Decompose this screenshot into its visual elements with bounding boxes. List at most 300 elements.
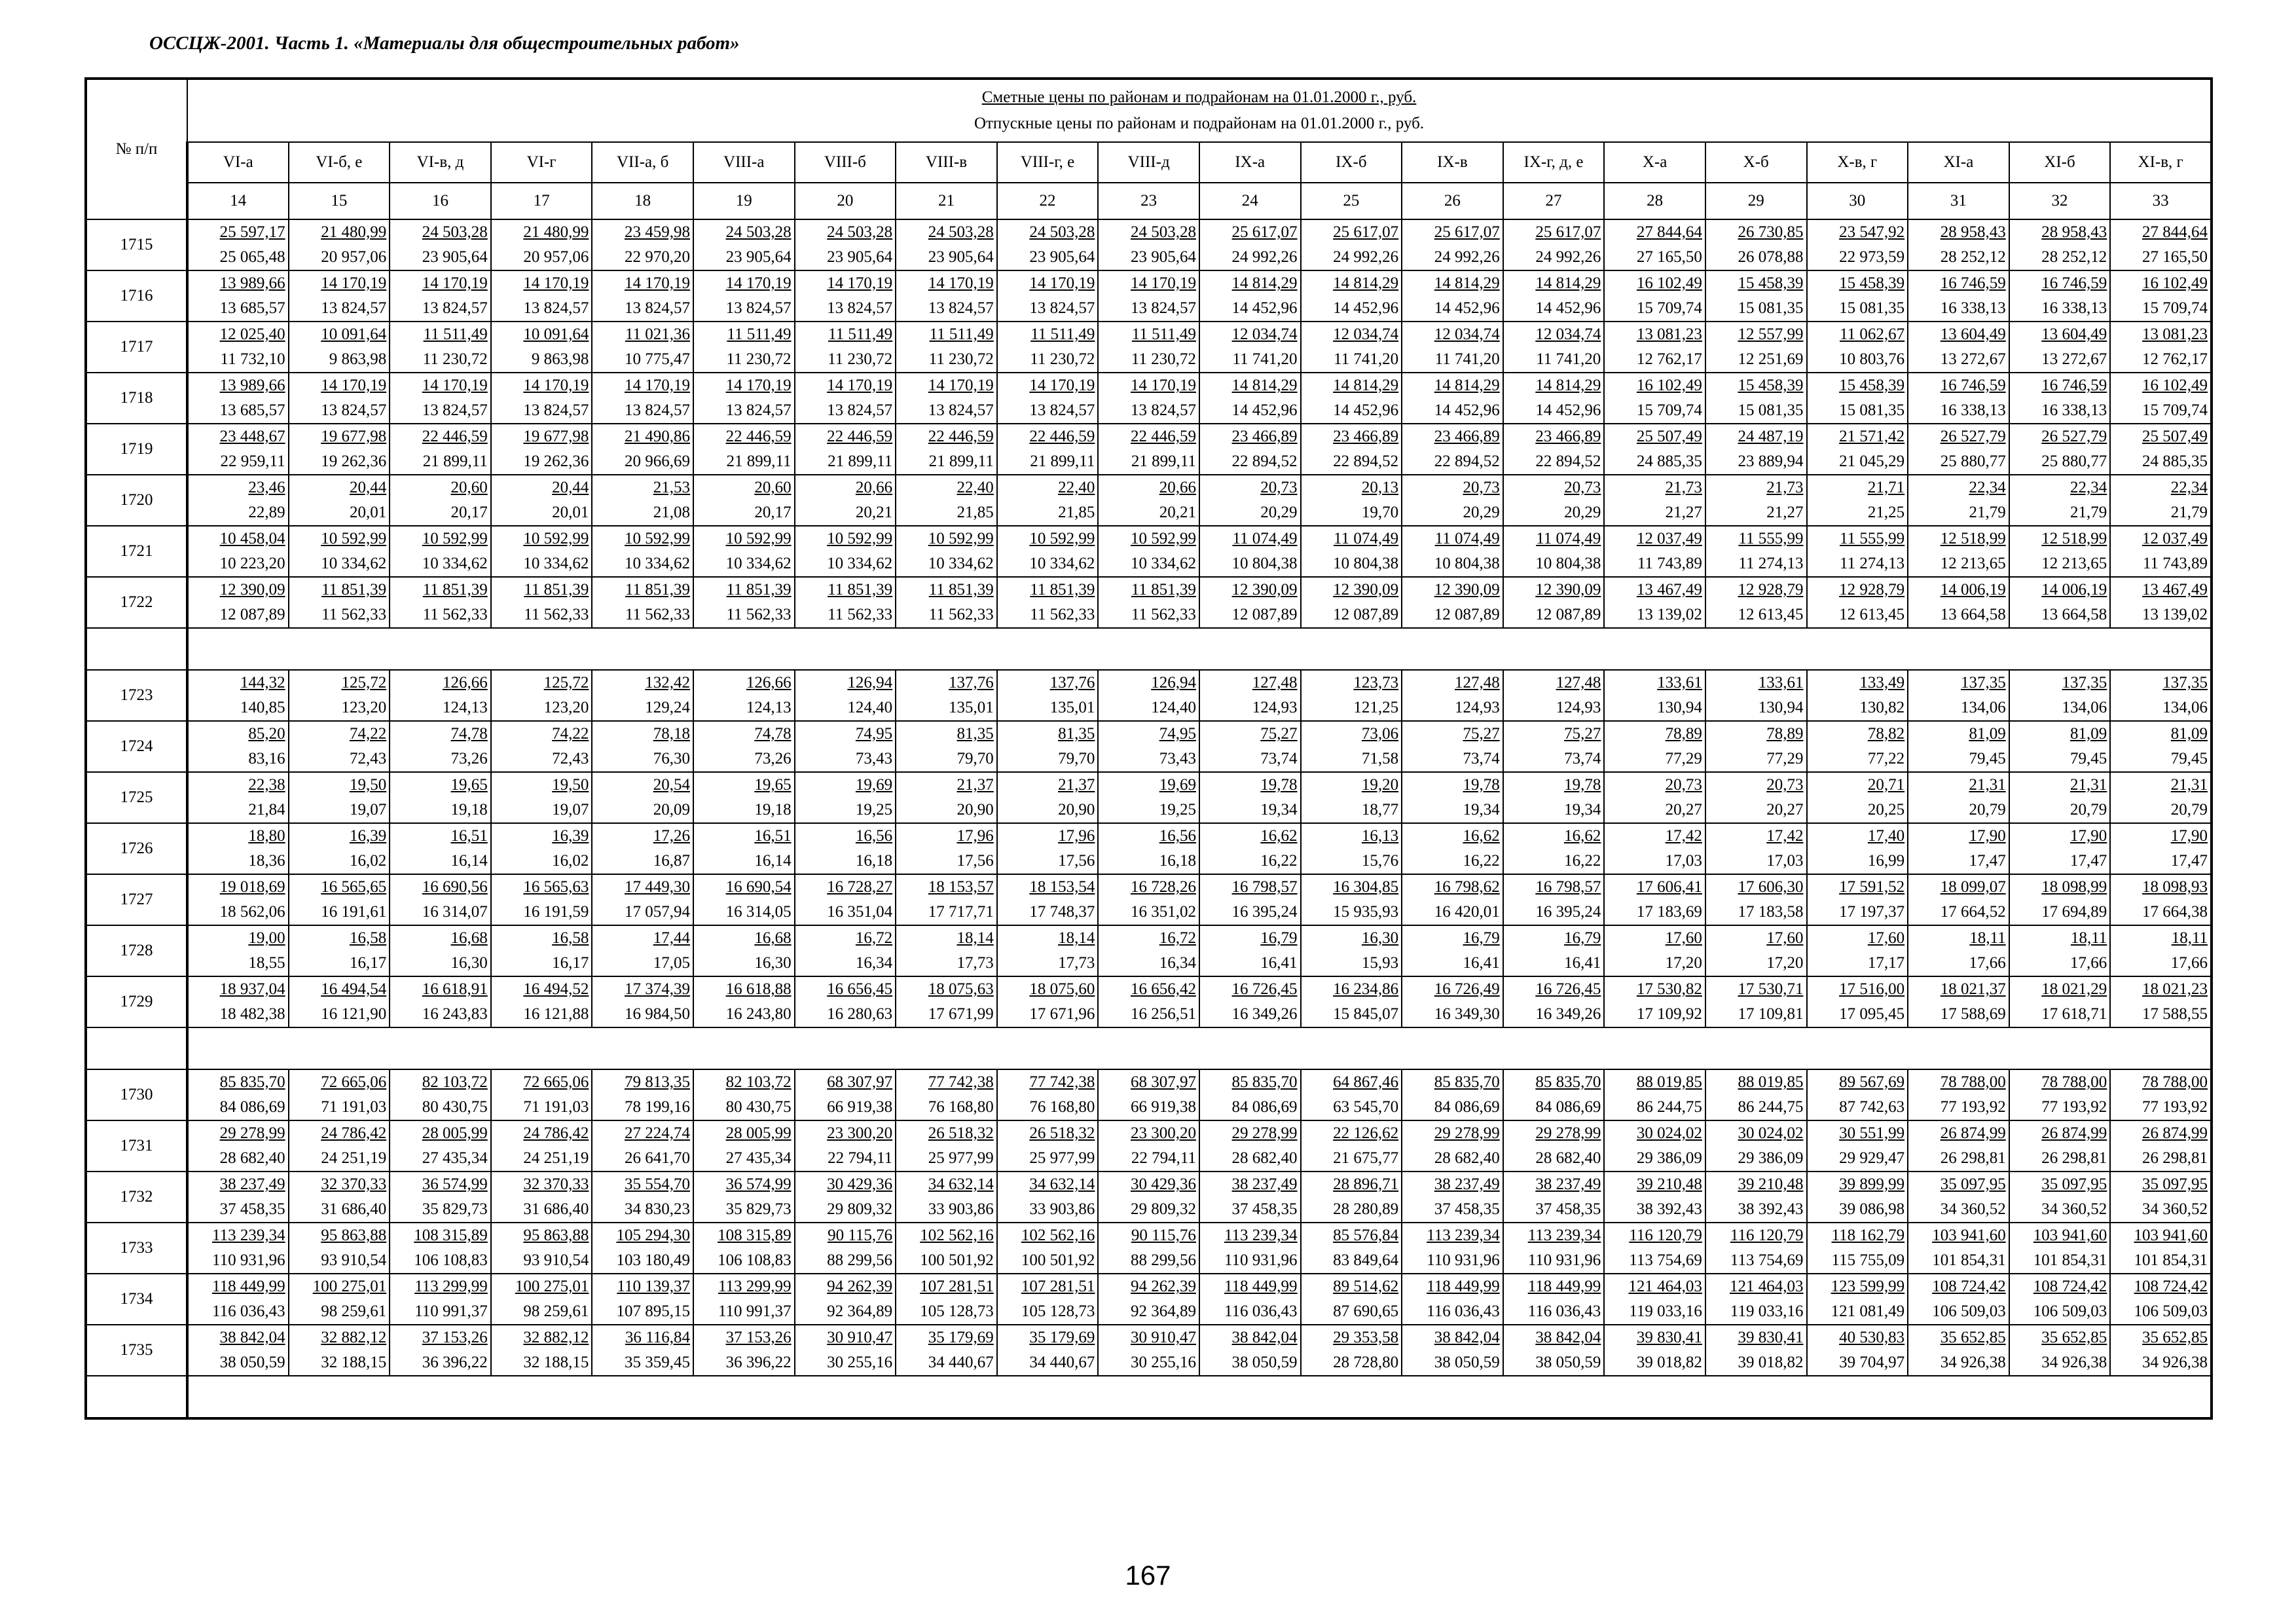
price-cell xyxy=(1199,976,1301,1027)
price-cell xyxy=(1503,721,1605,772)
selling-price: 12 613,45 xyxy=(1839,606,1905,623)
selling-price: 37 458,35 xyxy=(1434,1200,1500,1218)
selling-price: 10 334,62 xyxy=(725,555,792,572)
price-cell xyxy=(2009,577,2111,628)
selling-price: 34 360,52 xyxy=(2041,1200,2107,1218)
selling-price: 20,09 xyxy=(653,801,690,819)
estimated-price: 24 503,28 xyxy=(928,223,994,241)
selling-price: 16 243,83 xyxy=(422,1005,488,1023)
estimated-price: 16 234,86 xyxy=(1333,980,1399,998)
estimated-price: 19 018,69 xyxy=(219,878,285,896)
price-cell xyxy=(1199,823,1301,874)
estimated-price: 29 278,99 xyxy=(219,1124,285,1142)
price-cell xyxy=(1604,772,1705,823)
zone-header: VII-а, б xyxy=(592,142,693,183)
estimated-price: 11 021,36 xyxy=(625,325,690,343)
price-cell xyxy=(1503,1069,1605,1120)
estimated-price: 14 814,29 xyxy=(1434,274,1500,292)
estimated-price: 11 511,49 xyxy=(929,325,994,343)
selling-price: 24 992,26 xyxy=(1535,248,1601,266)
price-cell xyxy=(1908,526,2009,577)
selling-price: 72,43 xyxy=(349,750,387,767)
estimated-price: 108 724,42 xyxy=(2033,1278,2107,1295)
estimated-price: 19,50 xyxy=(349,776,387,794)
price-cell xyxy=(289,424,390,475)
estimated-price: 13 989,66 xyxy=(219,377,285,394)
estimated-price: 81,09 xyxy=(2070,725,2107,743)
table-row xyxy=(86,721,2212,772)
price-cell xyxy=(187,1069,289,1120)
estimated-price: 35 097,95 xyxy=(1940,1175,2006,1193)
estimated-price: 38 237,49 xyxy=(1231,1175,1298,1193)
estimated-price: 85 576,84 xyxy=(1333,1227,1399,1244)
selling-price: 18 562,06 xyxy=(219,903,285,921)
price-cell xyxy=(1301,670,1402,721)
estimated-price: 38 842,04 xyxy=(1231,1329,1298,1346)
price-cell xyxy=(2009,1120,2111,1172)
selling-price: 11 230,72 xyxy=(1131,350,1196,368)
price-cell xyxy=(2009,270,2111,322)
estimated-price: 26 730,85 xyxy=(1738,223,1804,241)
zone-header: VI-в, д xyxy=(390,142,491,183)
selling-price: 116 036,43 xyxy=(1527,1302,1601,1320)
estimated-price: 68 307,97 xyxy=(827,1073,893,1091)
price-cell xyxy=(1908,1120,2009,1172)
estimated-price: 16 746,59 xyxy=(1940,274,2006,292)
selling-price: 14 452,96 xyxy=(1231,299,1298,317)
price-cell xyxy=(491,772,592,823)
price-cell xyxy=(2110,526,2212,577)
price-cell xyxy=(693,1120,795,1172)
price-cell xyxy=(693,823,795,874)
selling-price: 121 081,49 xyxy=(1831,1302,1905,1320)
price-cell xyxy=(693,1274,795,1325)
price-cell xyxy=(997,219,1099,270)
selling-price: 86 244,75 xyxy=(1738,1098,1804,1116)
selling-price: 36 396,22 xyxy=(725,1354,792,1371)
selling-price: 10 334,62 xyxy=(1130,555,1196,572)
selling-price: 13 685,57 xyxy=(219,299,285,317)
estimated-price: 81,09 xyxy=(1969,725,2006,743)
selling-price: 19,25 xyxy=(1159,801,1196,819)
price-cell xyxy=(795,1172,896,1223)
price-cell xyxy=(491,874,592,925)
selling-price: 20,90 xyxy=(957,801,994,819)
estimated-price: 16 656,45 xyxy=(827,980,893,998)
selling-price: 16 351,04 xyxy=(827,903,893,921)
price-cell xyxy=(1503,976,1605,1027)
selling-price: 39 018,82 xyxy=(1636,1354,1702,1371)
price-cell xyxy=(2110,1274,2212,1325)
estimated-price: 16,30 xyxy=(1361,929,1399,947)
selling-price: 19,18 xyxy=(754,801,792,819)
price-cell xyxy=(1199,772,1301,823)
price-cell xyxy=(1199,526,1301,577)
price-cell xyxy=(1098,976,1199,1027)
estimated-price: 116 120,79 xyxy=(1730,1227,1804,1244)
price-cell xyxy=(1402,322,1503,373)
estimated-price: 28 005,99 xyxy=(725,1124,792,1142)
table-row xyxy=(86,1172,2212,1223)
estimated-price: 14 170,19 xyxy=(827,377,893,394)
selling-price: 88 299,56 xyxy=(827,1251,893,1269)
price-cell xyxy=(1402,1069,1503,1120)
estimated-price: 118 449,99 xyxy=(1427,1278,1500,1295)
table-row xyxy=(86,772,2212,823)
selling-price: 11 562,33 xyxy=(524,606,589,623)
estimated-price: 21,37 xyxy=(957,776,994,794)
estimated-price: 18,14 xyxy=(1058,929,1095,947)
price-cell xyxy=(187,823,289,874)
column-number: 24 xyxy=(1199,183,1301,219)
price-cell xyxy=(187,670,289,721)
estimated-price: 29 278,99 xyxy=(1535,1124,1601,1142)
selling-price: 11 741,20 xyxy=(1334,350,1399,368)
price-cell xyxy=(1705,976,1807,1027)
price-cell xyxy=(491,1325,592,1376)
estimated-price: 11 511,49 xyxy=(423,325,488,343)
selling-price: 24 992,26 xyxy=(1231,248,1298,266)
price-cell xyxy=(795,1069,896,1120)
selling-price: 18,36 xyxy=(248,852,285,870)
selling-price: 16,41 xyxy=(1463,954,1500,972)
price-cell xyxy=(1402,670,1503,721)
price-cell xyxy=(1301,526,1402,577)
selling-price: 21,27 xyxy=(1665,504,1702,521)
selling-price: 11 743,89 xyxy=(1637,555,1702,572)
selling-price: 15 081,35 xyxy=(1839,401,1905,419)
price-cell xyxy=(896,670,997,721)
estimated-price: 17,96 xyxy=(957,827,994,845)
selling-price: 34 360,52 xyxy=(2142,1200,2208,1218)
selling-price: 28 252,12 xyxy=(1940,248,2006,266)
price-cell xyxy=(1807,577,1908,628)
selling-price: 135,01 xyxy=(949,699,994,716)
selling-price: 77 193,92 xyxy=(2142,1098,2208,1116)
selling-price: 19,70 xyxy=(1361,504,1399,521)
price-cell xyxy=(1503,772,1605,823)
selling-price: 13 824,57 xyxy=(1029,299,1095,317)
estimated-price: 16 726,49 xyxy=(1434,980,1500,998)
estimated-price: 107 281,51 xyxy=(920,1278,994,1295)
selling-price: 16 191,61 xyxy=(321,903,387,921)
price-cell xyxy=(1402,1172,1503,1223)
estimated-price: 16 726,45 xyxy=(1535,980,1601,998)
estimated-price: 16 728,26 xyxy=(1130,878,1196,896)
selling-price: 13 824,57 xyxy=(422,299,488,317)
selling-price: 29 386,09 xyxy=(1636,1149,1702,1167)
selling-price: 22,89 xyxy=(248,504,285,521)
price-cell xyxy=(1807,219,1908,270)
selling-price: 15 081,35 xyxy=(1738,299,1804,317)
estimated-price: 74,95 xyxy=(855,725,893,743)
selling-price: 21 899,11 xyxy=(828,452,893,470)
selling-price: 12 213,65 xyxy=(2041,555,2107,572)
selling-price: 17 109,92 xyxy=(1636,1005,1702,1023)
estimated-price: 17,26 xyxy=(653,827,690,845)
selling-price: 25 977,99 xyxy=(1029,1149,1095,1167)
selling-price: 113 754,69 xyxy=(1629,1251,1702,1269)
price-cell xyxy=(1199,1172,1301,1223)
price-cell xyxy=(1604,373,1705,424)
selling-price: 18,55 xyxy=(248,954,285,972)
price-cell xyxy=(1908,772,2009,823)
estimated-price: 21,37 xyxy=(1058,776,1095,794)
price-cell xyxy=(693,772,795,823)
selling-price: 29 929,47 xyxy=(1839,1149,1905,1167)
estimated-price: 28 896,71 xyxy=(1333,1175,1399,1193)
estimated-price: 16,58 xyxy=(349,929,387,947)
estimated-price: 16 726,45 xyxy=(1231,980,1298,998)
selling-price: 110 931,96 xyxy=(212,1251,285,1269)
estimated-price: 16 304,85 xyxy=(1333,878,1399,896)
estimated-price: 13 081,23 xyxy=(2142,325,2208,343)
selling-price: 9 863,98 xyxy=(329,350,387,368)
estimated-price: 137,35 xyxy=(2162,674,2208,692)
selling-price: 38 050,59 xyxy=(1535,1354,1601,1371)
estimated-price: 90 115,76 xyxy=(828,1227,893,1244)
price-cell xyxy=(390,1069,491,1120)
selling-price: 11 274,13 xyxy=(1738,555,1804,572)
price-cell xyxy=(491,322,592,373)
price-cell xyxy=(592,976,693,1027)
price-cell xyxy=(1402,1120,1503,1172)
price-cell xyxy=(1402,721,1503,772)
estimated-price: 121 464,03 xyxy=(1730,1278,1804,1295)
price-cell xyxy=(1705,270,1807,322)
selling-price: 15 081,35 xyxy=(1738,401,1804,419)
estimated-price: 126,66 xyxy=(443,674,488,692)
estimated-price: 20,73 xyxy=(1260,479,1298,496)
price-cell xyxy=(693,874,795,925)
price-cell xyxy=(1098,1223,1199,1274)
selling-price: 66 919,38 xyxy=(827,1098,893,1116)
estimated-price: 16 618,88 xyxy=(725,980,792,998)
estimated-price: 17,96 xyxy=(1058,827,1095,845)
estimated-price: 68 307,97 xyxy=(1130,1073,1196,1091)
price-cell xyxy=(390,526,491,577)
price-cell xyxy=(2009,1069,2111,1120)
price-cell xyxy=(1098,270,1199,322)
estimated-price: 20,73 xyxy=(1665,776,1702,794)
column-number: 29 xyxy=(1705,183,1807,219)
estimated-price: 29 353,58 xyxy=(1333,1329,1399,1346)
estimated-price: 14 006,19 xyxy=(2041,581,2107,599)
price-cell xyxy=(997,925,1099,976)
row-number: 1723 xyxy=(86,670,187,721)
table-row xyxy=(86,424,2212,475)
estimated-price: 11 555,99 xyxy=(1840,530,1905,547)
estimated-price: 27 844,64 xyxy=(1636,223,1702,241)
price-cell xyxy=(896,925,997,976)
selling-price: 33 903,86 xyxy=(1029,1200,1095,1218)
selling-price: 38 050,59 xyxy=(1434,1354,1500,1371)
selling-price: 63 545,70 xyxy=(1333,1098,1399,1116)
price-cell xyxy=(1098,475,1199,526)
estimated-price: 32 882,12 xyxy=(523,1329,589,1346)
price-cell xyxy=(1705,874,1807,925)
price-cell xyxy=(1908,721,2009,772)
price-cell xyxy=(1402,424,1503,475)
estimated-price: 78 788,00 xyxy=(2142,1073,2208,1091)
selling-price: 10 803,76 xyxy=(1839,350,1905,368)
price-cell xyxy=(1807,1274,1908,1325)
selling-price: 130,94 xyxy=(1657,699,1702,716)
selling-price: 11 562,33 xyxy=(625,606,690,623)
estimated-price: 79 813,35 xyxy=(624,1073,690,1091)
estimated-price: 24 503,28 xyxy=(422,223,488,241)
selling-price: 14 452,96 xyxy=(1231,401,1298,419)
price-cell xyxy=(1807,874,1908,925)
price-cell xyxy=(187,772,289,823)
estimated-price: 14 814,29 xyxy=(1231,377,1298,394)
selling-price: 124,13 xyxy=(443,699,488,716)
estimated-price: 133,49 xyxy=(1859,674,1905,692)
estimated-price: 103 941,60 xyxy=(1932,1227,2006,1244)
estimated-price: 39 210,48 xyxy=(1738,1175,1804,1193)
estimated-price: 40 530,83 xyxy=(1839,1329,1905,1346)
price-cell xyxy=(1807,1172,1908,1223)
selling-price: 17,66 xyxy=(1969,954,2006,972)
selling-price: 110 931,96 xyxy=(1224,1251,1298,1269)
estimated-price: 17 449,30 xyxy=(624,878,690,896)
selling-price: 16,30 xyxy=(754,954,792,972)
estimated-price: 10 592,99 xyxy=(1130,530,1196,547)
price-cell xyxy=(1301,721,1402,772)
selling-price: 17,47 xyxy=(2170,852,2208,870)
row-number: 1717 xyxy=(86,322,187,373)
table-row xyxy=(86,526,2212,577)
price-cell xyxy=(795,823,896,874)
blank-cell xyxy=(86,628,187,670)
selling-price: 21 899,11 xyxy=(928,452,994,470)
selling-price: 107 895,15 xyxy=(616,1302,690,1320)
column-number: 18 xyxy=(592,183,693,219)
estimated-price: 21 490,86 xyxy=(624,428,690,445)
price-cell xyxy=(1705,577,1807,628)
price-cell xyxy=(2110,874,2212,925)
selling-price: 19,18 xyxy=(450,801,488,819)
estimated-price: 17,44 xyxy=(653,929,690,947)
price-cell xyxy=(693,1325,795,1376)
price-cell xyxy=(997,772,1099,823)
price-cell xyxy=(187,270,289,322)
selling-price: 115 755,09 xyxy=(1831,1251,1905,1269)
price-cell xyxy=(390,1274,491,1325)
estimated-price: 17,90 xyxy=(2070,827,2107,845)
price-cell xyxy=(1807,322,1908,373)
price-cell xyxy=(2110,823,2212,874)
selling-price: 17,20 xyxy=(1766,954,1804,972)
selling-price: 17 588,55 xyxy=(2142,1005,2208,1023)
price-cell xyxy=(390,721,491,772)
estimated-price: 20,73 xyxy=(1766,776,1804,794)
estimated-price: 116 120,79 xyxy=(1629,1227,1702,1244)
selling-price: 18 482,38 xyxy=(219,1005,285,1023)
price-cell xyxy=(997,1223,1099,1274)
selling-price: 24 885,35 xyxy=(1636,452,1702,470)
column-number: 22 xyxy=(997,183,1099,219)
price-cell xyxy=(2110,424,2212,475)
estimated-price: 12 034,74 xyxy=(1434,325,1500,343)
estimated-price: 64 867,46 xyxy=(1333,1073,1399,1091)
selling-price: 13 664,58 xyxy=(2041,606,2107,623)
price-cell xyxy=(592,721,693,772)
selling-price: 16 395,24 xyxy=(1231,903,1298,921)
estimated-price: 16,58 xyxy=(552,929,589,947)
estimated-price: 10 592,99 xyxy=(928,530,994,547)
estimated-price: 13 467,49 xyxy=(2142,581,2208,599)
selling-price: 21,84 xyxy=(248,801,285,819)
estimated-price: 16 690,54 xyxy=(725,878,792,896)
price-cell xyxy=(491,577,592,628)
price-cell xyxy=(289,1172,390,1223)
price-cell xyxy=(390,772,491,823)
selling-price: 116 036,43 xyxy=(1224,1302,1298,1320)
selling-price: 25 977,99 xyxy=(928,1149,994,1167)
selling-price: 38 392,43 xyxy=(1636,1200,1702,1218)
price-cell xyxy=(2110,219,2212,270)
estimated-price: 32 882,12 xyxy=(321,1329,387,1346)
estimated-price: 16,62 xyxy=(1260,827,1298,845)
selling-price: 17 671,99 xyxy=(928,1005,994,1023)
estimated-price: 22 446,59 xyxy=(1029,428,1095,445)
price-cell xyxy=(693,1172,795,1223)
selling-price: 14 452,96 xyxy=(1333,299,1399,317)
estimated-price: 19,20 xyxy=(1361,776,1399,794)
selling-price: 134,06 xyxy=(2062,699,2107,716)
estimated-price: 11 851,39 xyxy=(928,581,994,599)
price-cell xyxy=(491,526,592,577)
selling-price: 13 139,02 xyxy=(2142,606,2208,623)
selling-price: 38 050,59 xyxy=(219,1354,285,1371)
estimated-price: 14 170,19 xyxy=(422,377,488,394)
selling-price: 16 338,13 xyxy=(2041,299,2107,317)
selling-price: 20 957,06 xyxy=(321,248,387,266)
selling-price: 20,90 xyxy=(1058,801,1095,819)
price-cell xyxy=(1604,1274,1705,1325)
zone-header: VIII-б xyxy=(795,142,896,183)
selling-price: 72,43 xyxy=(552,750,589,767)
zone-header: VI-г xyxy=(491,142,592,183)
estimated-price: 35 097,95 xyxy=(2041,1175,2107,1193)
estimated-price: 17 374,39 xyxy=(624,980,690,998)
row-number: 1718 xyxy=(86,373,187,424)
price-cell xyxy=(1199,1325,1301,1376)
estimated-price: 17 530,82 xyxy=(1636,980,1702,998)
estimated-price: 11 851,39 xyxy=(828,581,893,599)
selling-price: 29 386,09 xyxy=(1738,1149,1804,1167)
price-cell xyxy=(1705,1223,1807,1274)
selling-price: 11 562,33 xyxy=(726,606,792,623)
price-cell xyxy=(2009,1274,2111,1325)
selling-price: 17 664,38 xyxy=(2142,903,2208,921)
price-cell xyxy=(289,373,390,424)
estimated-price: 28 958,43 xyxy=(1940,223,2006,241)
price-cell xyxy=(2009,475,2111,526)
selling-price: 28 728,80 xyxy=(1333,1354,1399,1371)
price-cell xyxy=(1098,373,1199,424)
estimated-price: 26 518,32 xyxy=(1029,1124,1095,1142)
estimated-price: 16 102,49 xyxy=(2142,274,2208,292)
price-cell xyxy=(795,1120,896,1172)
row-number: 1722 xyxy=(86,577,187,628)
selling-price: 11 230,72 xyxy=(1030,350,1095,368)
selling-price: 100 501,92 xyxy=(1021,1251,1095,1269)
selling-price: 92 364,89 xyxy=(1130,1302,1196,1320)
price-cell xyxy=(1402,577,1503,628)
selling-price: 27 165,50 xyxy=(2142,248,2208,266)
